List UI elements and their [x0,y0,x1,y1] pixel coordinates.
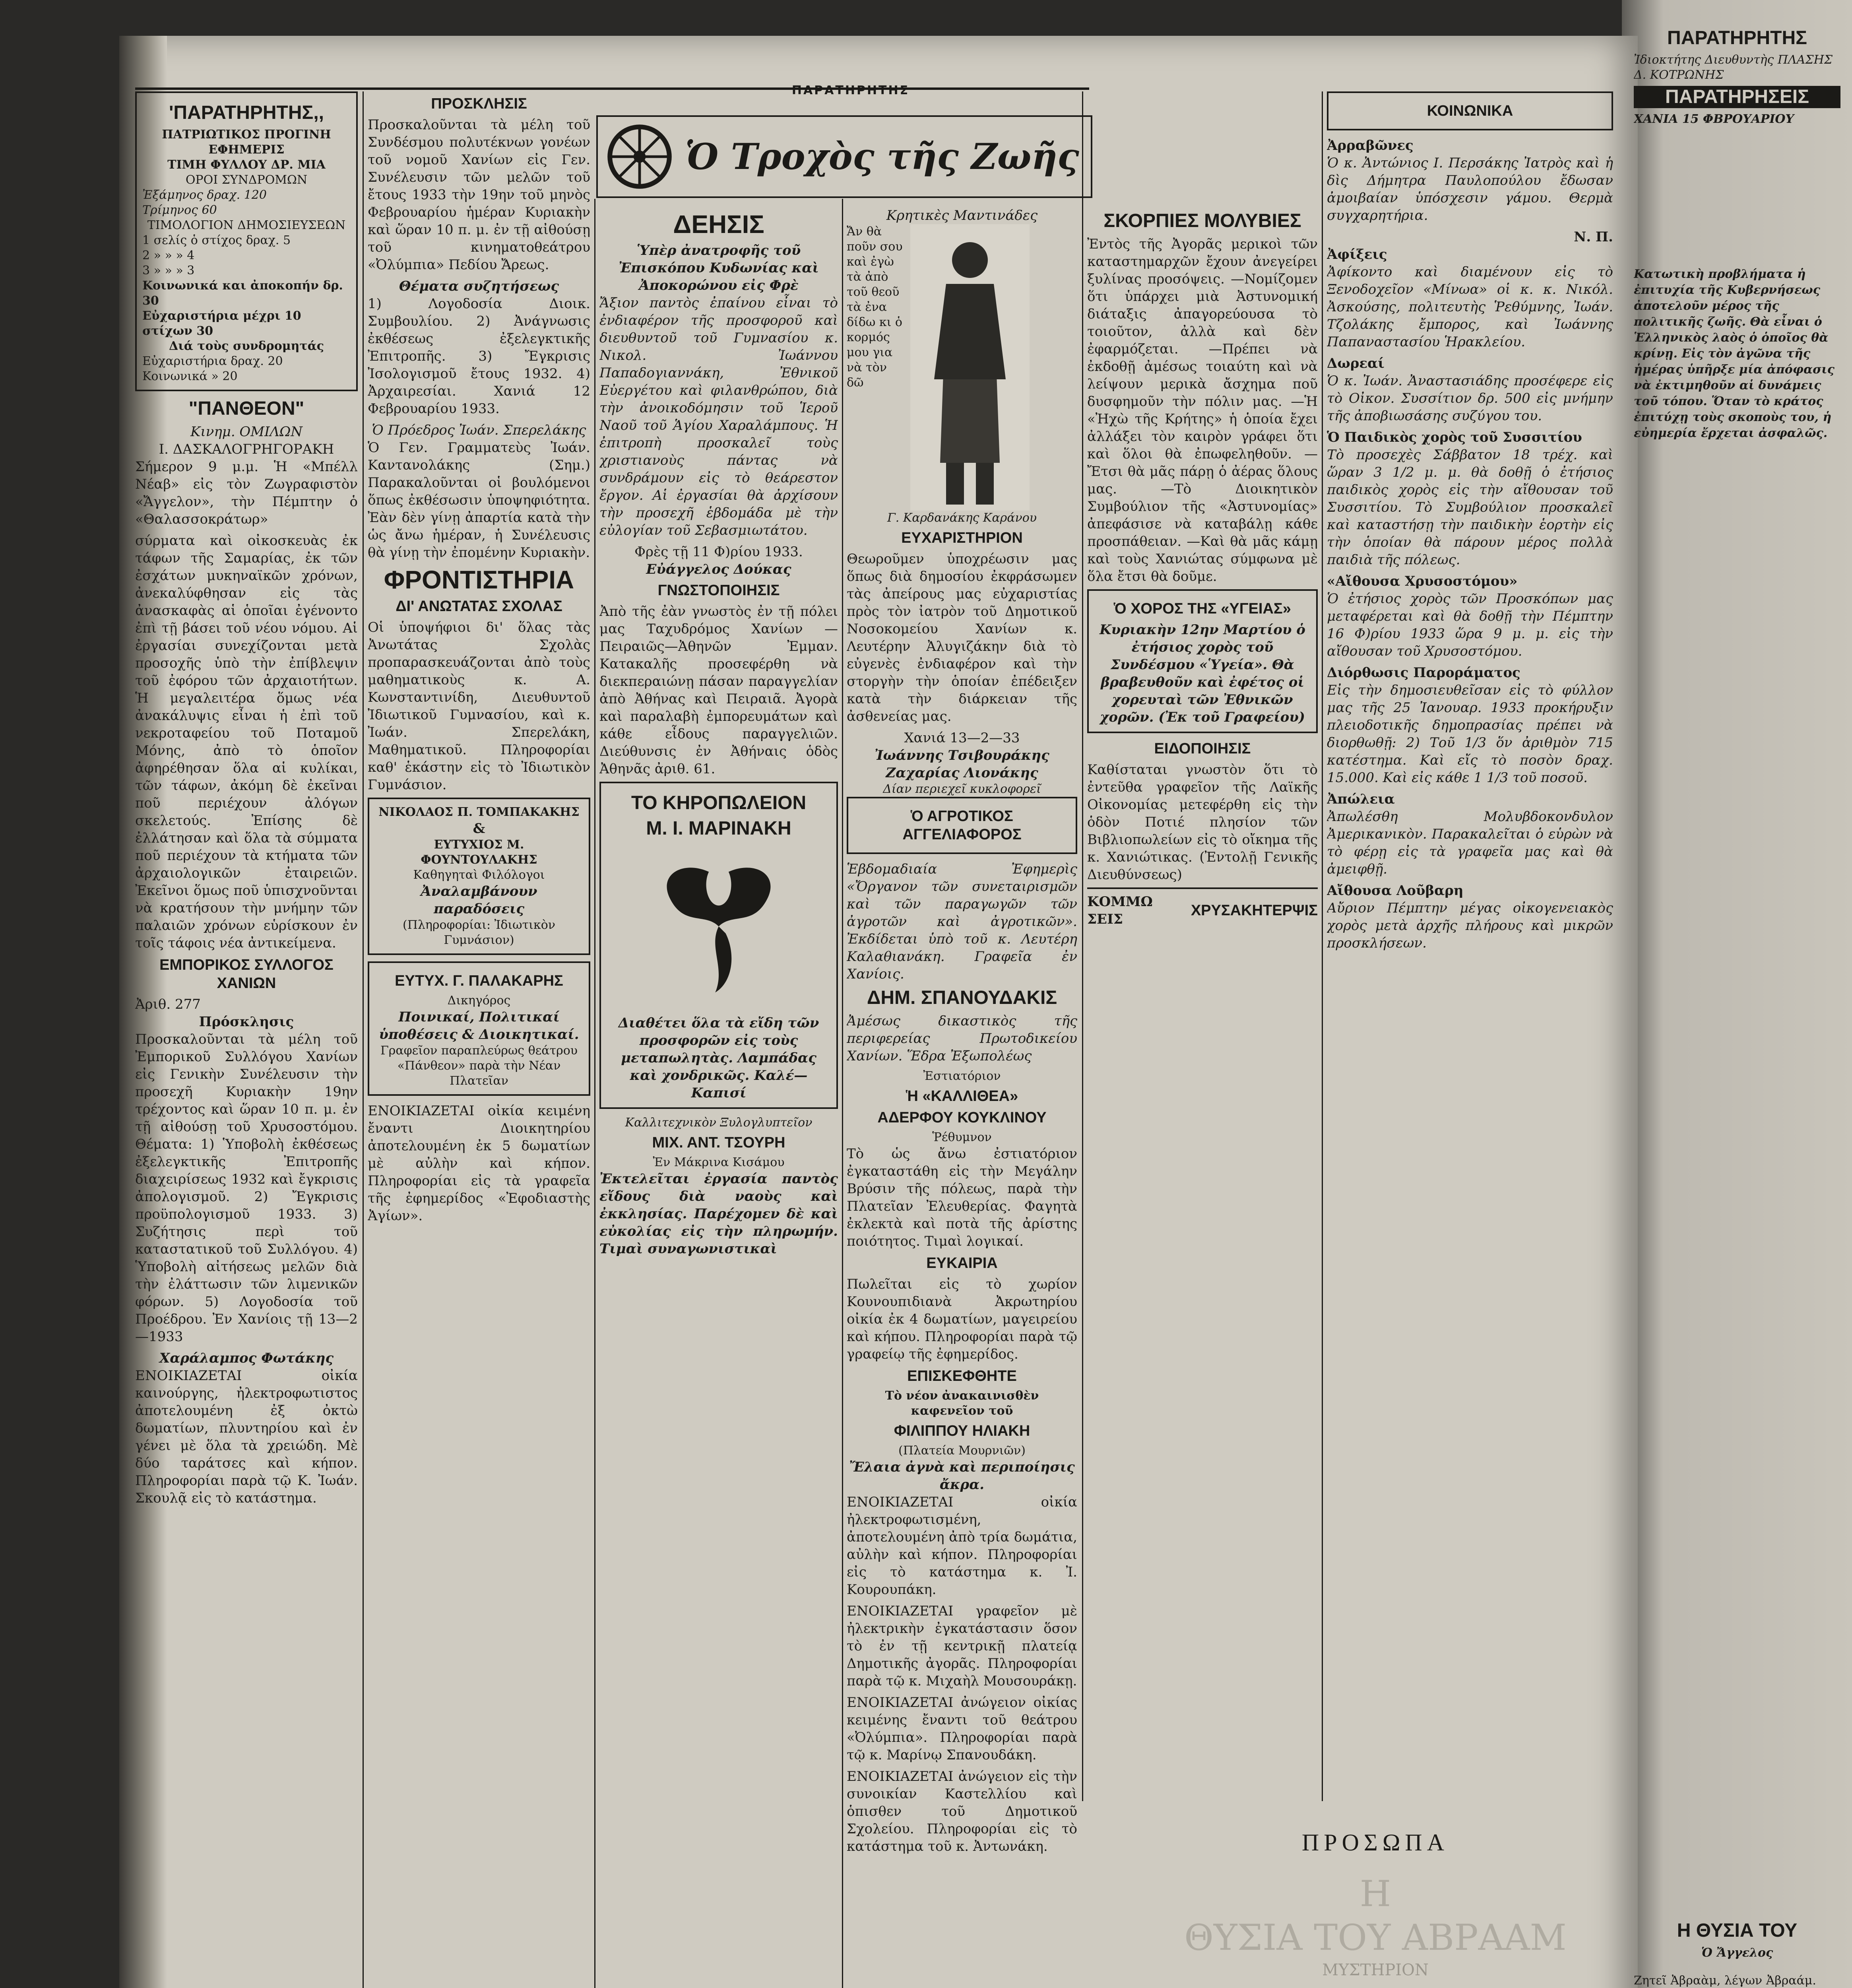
tutor-name: ΕΥΤΥΧΙΟΣ Μ. ΦΟΥΝΤΟΥΛΑΚΗΣ [421,838,537,867]
column-5 [1087,207,1318,1789]
column-2 [368,91,590,1988]
candle-shop-ad [599,782,838,1109]
social-text: Ἀφίκοντο καὶ διαμένουν εἰς τὸ Ξενοδοχεῖον «Μίνωα» οἱ κ. κ. Νικόλ. Ἀσκούσης, πολιτευτὴς Ῥεθύμνης, Ἰωάν. Τζολάκης ἔμπορος, καὶ Ἰωάννης Παπαναστασίου Ἡρακλείου. [1327,264,1613,350]
announcement-title: ΓΝΩΣΤΟΠΟΙΗΣΙΣ [657,582,780,599]
column-rule [842,199,843,1988]
subscribers-heading: Διά τοὺς συνδρομητάς [169,339,324,353]
tutor-name: ΝΙΚΟΛΑΟΣ Π. ΤΟΜΠΑΚΑΚΗΣ [378,805,580,819]
social-text: Εἰς τὴν δημοσιευθεῖσαν εἰς τὸ φύλλον μας τῆς 25 Ἰανουαρ. 1933 προκήρυξιν πλειοδοτικῆς δημοπρασίας πρέπει νὰ διορθωθῇ: 2) Τοῦ 1/3 ὅν ἀριθμὸν 715 κατέστημα. Καὶ εἴς τὸ ποσὸν δραχ. 15.000. Καὶ εἰς κάθε 1 1/3 τοῦ ποσοῦ. [1327,682,1613,786]
social-sub: Αἴθουσα Λοῦβαρη [1327,883,1464,899]
woodcarving-place: Ἐν Μάκρινα Κισάμου [653,1155,785,1169]
bleedthrough-text: ΜΥΣΤΗΡΙΟΝ [1322,1961,1429,1979]
wheel-icon [606,123,673,190]
frontistiria-title: ΦΡΟΝΤΙΣΤΗΡΙΑ [384,565,574,594]
footer-ad: ΧΡΥΣΑΚΗ [1191,902,1263,919]
article-body: σύρματα καὶ οἰκοσκευὰς ἐκ τάφων τῆς Σαμαρίας, ἐκ τῶν ἐσχάτων μυκηναϊκῶν χρόνων, ἀνεκαλύφθησαν εἰς τὰς ἀνασκαφὰς αἱ ὁποῖαι ἐγένοντο ἐπὶ τῇ βάσει τοῦ νέου νόμου. Αἱ ἐργασίαι συνεχίζονται μετὰ προσοχῆς ὑπὸ τὴν ἐπίβλεψιν τοῦ ἐφόρου τῶν ἀρχαιοτήτων. Ἡ μεγαλειτέρα ὅμως νέα ἀνακάλυψις εἶναι ἡ ἐπὶ τοῦ νεκροταφείου τοῦ Ποταμοῦ Μόνης, ἀπὸ τὸ ὁποῖον ἀφηρέθησαν ὅλα αἱ κυλίκαι, τῶν τάφων, ἀκόμη δὲ ἐκεῖναι ποῦ περιέχουν ἀλόγων σκελετούς. Ἐπίσης δὲ ἐλλάτησαν καὶ ὅλα τὰ σύμματα ποῦ περιέχουν τὰ κτήματα τῶν ἀρχαιολογικῶν ἐταιρειῶν. Ἐκεῖνοι ὅμως ποῦ ὑπισχνοῦνται νὰ κρατήσουν τὴν μνήμην τῶν παλαιῶν χρόνων εὑρίσκουν ἐν τοῖς τάφοις νέα ἀντικείμενα. [135,533,358,951]
terms-line: Ἐξάμηνος δραχ. 120 [142,188,267,202]
visit-name: ΦΙΛΙΠΠΟΥ ΗΛΙΑΚΗ [894,1423,1030,1439]
column-6 [1327,91,1613,1801]
restaurant-place: Ῥέθυμνον [932,1130,992,1144]
agri-title: Ὁ ΑΓΡΟΤΙΚΟΣ ΑΓΓΕΛΙΑΦΟΡΟΣ [902,808,1022,843]
lawyer-role: Δικηγόρος [447,994,511,1008]
footer-ad: ΚΟΜΜΩ ΣΕΙΣ [1087,894,1153,927]
rent-notice: ΕΝΟΙΚΙΑΖΕΤΑΙ οἰκία κειμένη ἔναντι Διοικητηρίου ἀποτελουμένη ἐκ 5 δωματίων μὲ αὐλὴν καὶ κήπον. Πληροφορίαι εἰς τὰ γραφεῖα τῆς ἐφημερίδος «Ἐφοδιαστὴς Ἀγίων». [368,1103,590,1224]
pencils-body: Ἐντὸς τῆς Ἀγορᾶς μερικοὶ τῶν καταστημαρχῶν ἔχουν ἀνεγείρει ξυλίνας προσόψεις. —Νομίζομεν ὅτι ὑπάρχει μιὰ Ἀστυνομική διάταξις ἀπαγορεύουσα τὸ τοιοῦτον, ἀλλὰ καὶ δὲν ἐφαρμόζεται. —Πρέπει νὰ ἐκδοθῇ ἀμέσως τοιαύτη καὶ νὰ λείψουν μερικὰ ἄσχημα ποῦ δυσφημοῦν τὴν πόλιν μας. —Ἡ «Ἠχὼ τῆς Κρήτης» ἡ ὁποία ἔχει ἀλλάξει τὸν καιρὸν γράφει ὅτι καὶ ὅλοι θὰ ἐπωφεληθοῦν. —Ἔτσι θὰ μᾶς πάρῃ ὁ ἀέρας ὅλους μας. —Τὸ Διοικητικὸν Συμβούλιον τῆς «Ἀστυνομίας» ἀπεφάσισε νὰ καταβάλῃ κάθε προσπάθειαν. —Καὶ θὰ μᾶς κάμῃ καὶ τοὺς Χανιώτας σύμφωνα μὲ ὅλα ἔτσι θὰ δοῦμε. [1087,236,1318,584]
ads-heading: ΤΙΜΟΛΟΓΙΟΝ ΔΗΜΟΣΙΕΥΣΕΩΝ [147,218,346,232]
candle-icon [635,843,802,1010]
terms-line: Τρίμηνος 60 [142,203,217,217]
footer-ads [1087,887,1318,928]
verses: Ἄν θὰ ποῦν σου καὶ ἐγὼ τὰ ἀπὸ τοῦ θεοῦ τὰ ἐνα δίδω κι ὁ κορμός μου για νὰ τὸν δῶ [847,225,903,390]
tutor-offer: Ἀναλαμβάνουν παραδόσεις [421,883,537,917]
woodcarving-title: Καλλιτεχνικὸν Ξυλογλυπτεῖον [625,1116,813,1130]
column-1 [135,91,358,1988]
adjacent-masthead [1634,24,1840,247]
invitation-text: Προσκαλοῦνται τὰ μέλη τοῦ Συνδέσμου πολυτέκνων γονέων τοῦ νομοῦ Χανίων εἰς Γεν. Συνέλευσιν τῶν μελῶν τοῦ ἔτους 1933 τὴν 19ην τοῦ μηνὸς Φεβρουαρίου ἡμέραν Κυριακὴν καὶ ὥραν 10 π. μ. ἐν τῇ αἰθούσῃ τοῦ κινηματοθεάτρου «Ὀλύμπια» Πεδίου Ἄρεως. [368,117,590,273]
social-text: Ὁ κ. Ἀντώνιος Ι. Περσάκης Ἰατρὸς καὶ ἡ δὶς Δήμητρα Παυλοπούλου ἔδωσαν ἀμοιβαίαν ὑπόσχεσιν γάμου. Θερμὰ συγχαρητήρια. [1327,155,1613,223]
restaurant-text: Τὸ ὡς ἄνω ἐστιατόριον ἐγκαταστάθη εἰς τὴν Μεγάλην Βρύσιν τῆς πόλεως, παρὰ τὴν Πλατεῖαν Ἐλευθερίας. Φαγητὰ ἐκλεκτὰ καὶ ποτὰ τῆς ἀρίστης ποιότητος. Τιμαὶ λογικαί. [847,1146,1077,1249]
restaurant-sub: Ἐστιατόριον [923,1069,1001,1083]
rent-notice: ΕΝΟΙΚΙΑΖΕΤΑΙ οἰκία ἠλεκτροφωτισμένη, ἀποτελουμένη ἀπὸ τρία δωμάτια, αὐλὴν καὶ κήπον. Πληροφορίαι εἰς τὸ κατάστημα κ. Ἰ. Κουρουπάκη. [847,1494,1077,1598]
section-banner [596,115,1092,198]
agri-box [847,797,1077,854]
social-text: Ὁ κ. Ἰωάν. Ἀναστασιάδης προσέφερε εἰς τὸ Οἰκον. Συσσίτιον δρ. 500 εἰς μνήμην τῆς ἀποβιωσάσης συζύγου του. [1327,373,1613,424]
social-text: Τὸ προσεχὲς Σάββατον 18 τρέχ. καὶ ὥραν 3 1/2 μ. μ. θὰ δοθῇ ὁ ἐτήσιος παιδικὸς χορὸς εἰς τὴν αἴθουσαν τοῦ Συσσιτίου. Τὸ Συμβούλιον προσκαλεῖ καὶ καταστήσῃ τὴν παιδικὴν ἑορτὴν εἰς τὴν ὁποίαν θὰ πάρουν μέρος πολλὰ παιδιὰ τῆς πόλεως. [1327,447,1613,568]
photo-signature: Γ. Καρδανάκης Καράνου [887,511,1037,525]
syllogos-signature: Χαράλαμπος Φωτάκης [159,1350,334,1366]
announcement-text: Ἀπὸ τῆς ἐὰν γνωστὸς ἐν τῇ πόλει μας Ταχυδρόμος Χανίων —Πειραιῶς—Ἀθηνῶν Ἐμμαν. Κατακαλῆς προσεφέρθη νὰ διεκπεραιώνῃ πάσαν παραγγελίαν ἀπὸ Ἀθήνας καὶ Πειραιᾶ. Ἀγορὰ καὶ παραλαβὴ ἐμπορευμάτων καὶ κάθε εἶδους παραγγελιῶν. Διεύθυνσις ἐν Ἀθήναις ὁδὸς Ἀθηνᾶς ἀριθ. 61. [599,604,838,777]
social-text: Αὔριον Πέμπτην μέγας οἰκογενειακὸς χορὸς μετὰ ἀρχῆς πλήρους καὶ μικρῶν προσκλήσεων. [1327,900,1613,951]
adjacent-column [1634,254,1840,1765]
visit-title: ΕΠΙΣΚΕΦΘΗΤΕ [907,1368,1017,1384]
lawyer-name: ΕΥΤΥΧ. Γ. ΠΑΛΑΚΑΡΗΣ [395,973,563,989]
agri-text: Ἑβδομαδιαία Ἐφημερὶς «Ὄργανον τῶν συνεταιρισμῶν καὶ τῶν παραγωγῶν τῶν ἀγροτῶν καὶ ἀγροτικῶν». Ἐκδίδεται ὑπὸ τοῦ κ. Λευτέρη Καλαθιανάκη. Γραφεῖα ἐν Χανίοις. [847,861,1077,982]
running-head: ΠΑΡΑΤΗΡΗΤΗΣ [791,83,910,97]
syllogos-subtitle: Πρόσκλησις [199,1014,294,1030]
lawyer-cases: Ποινικαί, Πολιτικαί ὑποθέσεις & Διοικητικαί. [379,1009,579,1043]
column-4 [847,207,1077,1988]
column-3 [599,207,838,1988]
pantheon-subtitle: Κινημ. ΟΜΙΛΩΝ [190,424,303,440]
lawyer-office: Γραφεῖον παραπλεύρως θεάτρου «Πάνθεον» παρὰ τὴν Νέαν Πλατεῖαν [380,1044,578,1088]
tutor-info: (Πληροφορίαι: Ἰδιωτικὸν Γυμνάσιον) [402,918,555,947]
adjacent-column-bottom [1634,1916,1840,1988]
invitation-body: Ὁ Γεν. Γραμματεὺς Ἰωάν. Καντανολάκης (Σημ.) Παρακαλοῦνται οἱ βουλόμενοι ὅπως ἐκθέσωσιν ὑποψηφιότητα. Ἐὰν δὲν γίνῃ ἀπαρτία κατὰ τὴν ὡς ἄνω ἡμέραν, ἡ Συνέλευσις θὰ γίνῃ τὴν ἐπομένην Κυριακὴν. [368,440,590,561]
masthead-box [135,91,358,391]
bleedthrough-text: ΘΥΣΙΑ ΤΟΥ ΑΒΡΑΑΜ [1184,1917,1567,1959]
terms-heading: ΟΡΟΙ ΣΥΝΔΡΟΜΩΝ [185,173,308,187]
thanks-text: Θεωροῦμεν ὑποχρέωσιν μας ὅπως διὰ δημοσίου ἐκφράσωμεν τὰς ἀπείρους μας εὐχαριστίας πρὸς τὸν ἰατρὸν τοῦ Δημοτικοῦ Νοσοκομείου Χανίων κ. Λευτέρην Ἀλυγιζάκην διὰ τὸ εὐγενὲς ἐνδιαφέρον καὶ τὴν στοργὴν τὴν ὁποίαν ἐπέδειξεν κατὰ τὴν διάρκειαν τῆς ἀσθενείας μας. [847,551,1077,724]
ads-line: 2 » » » 4 [142,248,195,262]
notice-title: ΕΙΔΟΠΟΙΗΣΙΣ [1154,740,1251,757]
adjacent-title: ΠΑΡΑΤΗΡΗΤΗΣ [1667,27,1807,49]
dance-title: Ὁ ΧΟΡΟΣ ΤΗΣ «ΥΓΕΙΑΣ» [1114,600,1291,617]
topics-heading: Θέματα συζητήσεως [399,278,559,294]
frontistiria-subtitle: ΔΙ' ΑΝΩΤΑΤΑΣ ΣΧΟΛΑΣ [396,598,562,615]
column-rule [1082,91,1083,1801]
rent-notice: ΕΝΟΙΚΙΑΖΕΤΑΙ γραφεῖον μὲ ἠλεκτρικὴν ἐγκατάστασιν ὅσον τὸ ἐν τῇ κεντρικῇ πλατείᾳ Δημοτικῆς ἀγορᾶς. Πληροφορίαι παρὰ τῷ κ. Μιχαὴλ Μουσουράκῃ. [847,1603,1077,1689]
ads-line: 3 » » » 3 [142,264,195,278]
petition-title: ΔΕΗΣΙΣ [673,210,764,239]
pantheon-title: "ΠΑΝΘΕΟΝ" [188,398,304,419]
visit-text: Ἔλαια ἀγνὰ καὶ περιποίησις ἄκρα. [849,1459,1075,1493]
social-sub: Διόρθωσις Παροράματος [1327,665,1520,681]
photo-caption: Κρητικὲς Μαντινάδες [886,208,1038,223]
pencils-title: ΣΚΟΡΠΙΕΣ ΜΟΛΥΒΙΕΣ [1103,210,1301,231]
petition-signature: Εὐάγγελος Δούκας [646,561,791,577]
thanks-signature: Ἰωάννης Τσιβουράκης Ζαχαρίας Λιονάκης [875,747,1049,781]
bleedthrough-text: Η [1359,1873,1391,1915]
woodcarving-text: Ἐκτελεῖται ἐργασία παντὸς εἴδους διὰ ναοὺς καὶ ἐκκλησίας. Παρέχομεν δὲ καὶ εὐκολίας εἰς τὴν πληρωμήν. Τιμαὶ συναγωνιστικαὶ [599,1171,838,1257]
invitation-signature: Ὁ Πρόεδρος Ἰωάν. Σπερελάκης [372,422,586,438]
ads-line: 1 σελίς ὁ στίχος δραχ. 5 [142,233,291,247]
column-rule [1322,91,1323,1801]
pantheon-text: Σήμερον 9 μ.μ. Ἡ «Μπέλλ Νέαβ» εἰς τὸν Ζωγραφιστὸν «Ἄγγελον», τὴν Πέμπτην ὁ «Θαλασσοκράτωρ» [135,459,358,527]
dance-text: Κυριακὴν 12ην Μαρτίου ὁ ἐτήσιος χορὸς τοῦ Συνδέσμου «Ὑγεία». Θὰ βραβευθοῦν καὶ ἐφέτος οἱ χορευταὶ τῶν Ἐθνικῶν χορῶν. (Ἐκ τοῦ Γραφείου) [1100,622,1305,725]
petition-body: Ἄξιον παντὸς ἐπαίνου εἶναι τὸ ἐνδιαφέρον τῆς προσφοροῦ καὶ διευθυντοῦ τοῦ Γυμνασίου κ. Νικολ. Ἰωάννου Παπαδογιαννάκη, Ἐθνικοῦ Εὐεργέτου καὶ φιλανθρώπου, διὰ τὴν ἀνοικοδόμησιν τοῦ Ἱεροῦ Ναοῦ τοῦ Ἁγίου Χαραλάμπους. Ἡ ἐπιτροπὴ προσκαλεῖ τοὺς χριστιανοὺς πάντας νὰ συνδράμουν εἰς τὸ θεάρεστον ἔργον. Αἱ ἐργασίαι θὰ ἀρχίσουν τὴν προσεχῆ ἑβδομάδα μὲ τὴν εὐλογίαν τοῦ Σεβασμιωτάτου. [599,295,838,538]
masthead-price: ΤΙΜΗ ΦΥΛΛΟΥ ΔΡ. ΜΙΑ [167,158,326,172]
tutors-ad [368,798,590,955]
social-sub: Ὁ Παιδικὸς χορὸς τοῦ Συσσιτίου [1327,429,1582,445]
photo-block [847,224,1077,511]
thanks-date: Χανιά 13—2—33 [904,730,1020,746]
adjacent-head-text: Ἰδιοκτήτης Διευθυντὴς ΠΛΑΣΗΣ Δ. ΚΟΤΡΩΝΗΣ [1634,53,1833,82]
invitation-title: ΠΡΟΣΚΛΗΣΙΣ [431,95,527,112]
subscribers-line: Εὐχαριστήρια δραχ. 20 [142,354,283,368]
woodcarving-name: ΜΙΧ. ΑΝΤ. ΤΣΟΥΡΗ [652,1134,785,1151]
syllogos-title: ΕΜΠΟΡΙΚΟΣ ΣΥΛΛΟΓΟΣ ΧΑΝΙΩΝ [159,957,334,992]
banner-title: Ὁ Τροχὸς τῆς Ζωῆς [685,136,1079,178]
bailiff-text: Ἀμέσως δικαστικὸς τῆς περιφερείας Πρωτοδικείου Χανίων. Ἕδρα Ἐξωπολέως [847,1013,1077,1064]
footer-ad: ΤΕΡΨΙΣ [1262,902,1318,919]
thanks-title: ΕΥΧΑΡΙΣΤΗΡΙΟΝ [901,530,1023,546]
cast-title: ΠΡΟΣΩΠΑ [1301,1829,1449,1856]
tutor-role: Καθηγηταὶ Φιλόλογοι [413,868,545,882]
frontistiria-text: Οἱ ὑποψήφιοι δι' ὅλας τὰς Ἀνωτάτας Σχολὰς προπαρασκευάζονται ἀπὸ τοὺς μαθηματικοὺς κ. Α. Κωνσταντινίδη, Διευθυντοῦ Ἰδιωτικοῦ Γυμνασίου, καὶ κ. Ἰωάν. Σπερελάκη, Μαθηματικοῦ. Πληροφορίαι καθ' ἑκάστην εἰς τὸ Ἰδιωτικὸν Γυμνάσιον. [368,619,590,793]
adjacent-date: ΧΑΝΙΑ 15 ΦΒΡΟΥΑΡΙΟΥ [1634,112,1794,126]
social-sub: Δωρεαί [1327,355,1385,371]
restaurant-name: ΑΔΕΡΦΟΥ ΚΟΥΚΛΙΝΟΥ [877,1109,1047,1126]
candle-shop-text: Διαθέτει ὅλα τὰ εἴδη τῶν προσφορῶν εἰς τοὺς μεταπωλητὰς. Λαμπάδας καὶ χονδρικῶς. Καλέ—Καπισί [618,1015,819,1101]
social-text: Ἀπωλέσθη Μολυβδοκονδυλον Ἀμερικανικὸν. Παρακαλεῖται ὁ εὑρὼν νὰ τὸ φέρῃ εἰς τὰ γραφεῖα μας καὶ θὰ ἀμειφθῇ. [1327,809,1613,877]
social-sub: Ἀρραβῶνες [1327,138,1414,153]
syllogos-number: Ἀριθ. 277 [135,996,201,1012]
lawyer-ad [368,961,590,1096]
cast-list [1145,1829,1606,1988]
adjacent-headline-sub: Ὁ Ἄγγελος [1701,1946,1773,1960]
subscribers-line: Κοινωνικά » 20 [142,369,238,383]
topics-text: 1) Λογοδοσία Διοικ. Συμβουλίου. 2) Ἀνάγνωσις ἐκθέσεως ἐξελεγκτικῆς Ἐπιτροπῆς. 3) Ἔγκρισις Ἰσολογισμοῦ ἔτους 1932. 4) Ἀρχαιρεσίαι. Χανιά 12 Φεβρουαρίου 1933. [368,296,590,417]
social-sub: «Αἴθουσα Χρυσοστόμου» [1327,573,1518,589]
syllogos-text: Προσκαλοῦνται τὰ μέλη τοῦ Ἐμπορικοῦ Συλλόγου Χανίων εἰς Γενικὴν Συνέλευσιν τὴν προσεχῆ Κυριακὴν 19ην τρέχοντος καὶ ὥραν 10 π. μ. ἐν τῇ αἰθούσῃ τοῦ Χρυσοστόμου. Θέματα: 1) Ὑποβολὴ ἐκθέσεως ἐξελεγκτικῆς Ἐπιτροπῆς διαχειρίσεως 1932 καὶ ἔγκρισις ἀπολογισμοῦ. 2) Ἔγκρισις προϋπολογισμοῦ 1933. 3) Συζήτησις περὶ τοῦ καταστατικοῦ τοῦ Συλλόγου. 4) Ὑποβολὴ αἰτήσεως μελῶν διὰ τὴν ἐλάττωσιν τῶν λιμενικῶν φόρων. 5) Λογοδοσία τοῦ Προέδρου. Ἐν Χανίοις τῇ 13—2—1933 [135,1031,358,1345]
masthead-subtitle: ΠΑΤΡΙΩΤΙΚΟΣ ΠΡΟΓΙΝΗ ΕΦΗΜΕΡΙΣ [162,128,331,157]
rent-notice: ΕΝΟΙΚΙΑΖΕΤΑΙ οἰκία καινούργης, ἠλεκτροφωτιστος ἀποτελουμένη ἐξ ὀκτὼ δωματίων, πλυντηρίου καὶ ἐν γένει μὲ ὅλα τὰ χρειώδη. Μὲ δύο ταράτσες καὶ κήπον. Πληροφορίαι παρὰ τῷ Κ. Ἰωάν. Σκουλᾷ εἰς τὸ κατάστημα. [135,1368,358,1506]
petition-date: Φρὲς τῇ 11 Φ)ρίου 1933. [634,544,803,560]
column-rule [594,199,595,1988]
tutor-and: & [473,821,485,837]
visit-place: (Πλατεία Μουρνιῶν) [898,1444,1026,1458]
social-sub: Ἀφίξεις [1327,247,1387,262]
social-box [1327,91,1613,130]
social-text: Ὁ ἐτήσιος χορὸς τῶν Προσκόπων μας μεταφέρεται καὶ θὰ δοθῇ τὴν Πέμπτην 16 Φ)ρίου 1933 ὥρα 9 μ. μ. εἰς τὴν αἴθουσαν τοῦ Χρυσοστόμου. [1327,591,1613,659]
petition-intro: Ὑπὲρ ἀνατροφῆς τοῦ Ἐπισκόπου Κυδωνίας καὶ Ἀποκορώνου εἰς Φρὲ [619,243,819,293]
social-sub: Ἀπώλεια [1327,791,1395,807]
adjacent-headline: Η ΘΥΣΙΑ ΤΟΥ [1677,1920,1798,1941]
agri-intro: Δίαν περιεχεῖ κυκλοφορεῖ [883,782,1041,796]
rent-notice: ΕΝΟΙΚΙΑΖΕΤΑΙ ἀνώγειον εἰς τὴν συνοικίαν Καστελλίου καὶ ὁπισθεν τοῦ Δημοτικοῦ Σχολείου. Πληροφορίαι εἰς τὸ κατάστημα τοῦ κ. Ἀντωνάκη. [847,1769,1077,1854]
restaurant-title: Ἡ «ΚΑΛΛΙΘΕΑ» [906,1088,1018,1105]
rent-notice: ΕΝΟΙΚΙΑΖΕΤΑΙ ἀνώγειον οἰκίας κειμένης ἔναντι τοῦ θεάτρου «Ὀλύμπια». Πληροφορίαι παρὰ τῷ κ. Μαρίνῳ Σπανουδάκη. [847,1695,1077,1763]
adjacent-section: ΠΑΡΑΤΗΡΗΣΕΙΣ [1634,86,1840,108]
pantheon-owner: Ι. ΔΑΣΚΑΛΟΓΡΗΓΟΡΑΚΗ [159,441,334,457]
notice-text: Καθίσταται γνωστὸν ὅτι τὸ ἐντεῦθα γραφεῖον τῆς Λαϊκῆς Οἰκονομίας μετεφέρθη εἰς τὴν ὁδὸν Ποτιέ πλησίον τῶν Βιβλιοπωλείων εἰς τὸ οἴκημα τῆς κ. Χανιώτικας. (Ἐντολῇ Γενικῆς Διευθύνσεως) [1087,762,1318,883]
ads-line: Κοινωνικά και ἀποκοπήν δρ. 30 [142,279,343,308]
column-rule [363,91,364,1988]
social-title: ΚΟΙΝΩΝΙΚΑ [1427,103,1513,119]
portrait-photo [910,224,1030,511]
dance-box [1087,589,1318,733]
candle-shop-name: Μ. Ι. ΜΑΡΙΝΑΚΗ [646,818,791,839]
adjacent-text: Ζητεῖ Ἀβραὰμ, λέγων Ἀβραάμ. [1634,1974,1816,1988]
adjacent-text: Κατωτικὴ προβλήματα ἡ ἐπιτυχία τῆς Κυβερνήσεως ἀποτελοῦν μέρος τῆς πολιτικῆς ζωῆς. Θὰ εἶναι ὁ Ἑλληνικὸς λαὸς ὁ ὁποῖος θὰ κρίνῃ. Εἰς τὸν ἀγῶνα τῆς ἡμέρας ὑπῆρξε μία ἀπόφασις νὰ ἐκτιμηθοῦν αἱ δυνάμεις τοῦ τόπου. Ὅταν τὸ κράτος ἐπιτύχῃ τοὺς σκοποὺς του, ἡ εὐημερία ἔρχεται ἀσφαλῶς. [1634,267,1835,440]
social-signature: Ν. Π. [1574,229,1613,245]
masthead-name: 'ΠΑΡΑΤΗΡΗΤΗΣ,, [169,102,324,123]
opportunity-title: ΕΥΚΑΙΡΙΑ [926,1255,998,1272]
visit-subtitle: Τὸ νέον ἀνακαινισθὲν καφενεῖον τοῦ [885,1389,1039,1418]
bailiff-title: ΔΗΜ. ΣΠΑΝΟΥΔΑΚΙΣ [867,987,1057,1008]
ads-line: Εὐχαριστήρια μέχρι 10 στίχων 30 [142,309,301,338]
candle-shop-title: ΤΟ ΚΗΡΟΠΩΛΕΙΟΝ [631,792,807,813]
opportunity-text: Πωλεῖται εἰς τὸ χωρίον Κουνουπιδιανὰ Ἀκρωτηρίου οἰκία ἐκ 4 δωματίων, μαγειρείου καὶ κήπου. Πληροφορίαι παρὰ τῷ γραφείῳ τῆς ἐφημερίδος. [847,1276,1077,1362]
